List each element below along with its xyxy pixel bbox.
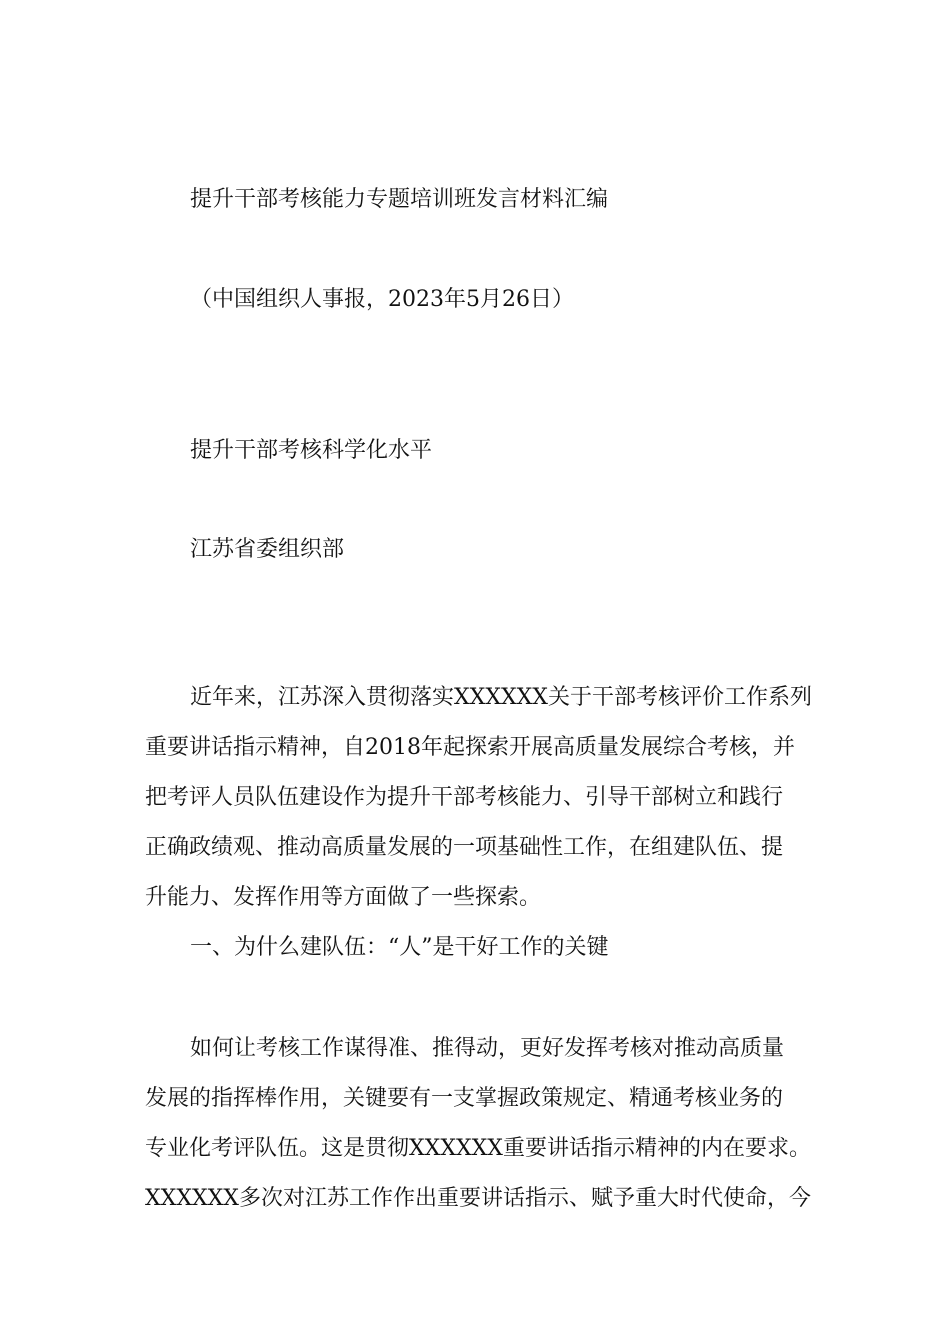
paragraph-1-line: 把考评人员队伍建设作为提升干部考核能力、引导干部树立和践行 [145,785,784,810]
article-title: 提升干部考核科学化水平 [190,438,433,463]
paragraph-2-line: 专业化考评队伍。这是贯彻XXXXXX重要讲话指示精神的内在要求。 [145,1136,811,1161]
paragraph-2-line: 如何让考核工作谋得准、推得动，更好发挥考核对推动高质量 [190,1036,785,1061]
paragraph-1-line: 升能力、发挥作用等方面做了一些探索。 [145,885,542,910]
article-author: 江苏省委组织部 [190,537,345,562]
document-source: （中国组织人事报，2023年5月26日） [190,287,574,312]
paragraph-1-line: 近年来，江苏深入贯彻落实XXXXXX关于干部考核评价工作系列 [190,685,812,710]
paragraph-1-line: 正确政绩观、推动高质量发展的一项基础性工作，在组建队伍、提 [145,835,784,860]
section-heading-1: 一、为什么建队伍：“人”是干好工作的关键 [190,935,609,960]
paragraph-1-line: 重要讲话指示精神，自2018年起探索开展高质量发展综合考核，并 [145,735,795,760]
paragraph-2-line: 发展的指挥棒作用，关键要有一支掌握政策规定、精通考核业务的 [145,1086,784,1111]
document-title: 提升干部考核能力专题培训班发言材料汇编 [190,187,609,212]
paragraph-2-line: XXXXXX多次对江苏工作作出重要讲话指示、赋予重大时代使命，今 [145,1186,811,1211]
